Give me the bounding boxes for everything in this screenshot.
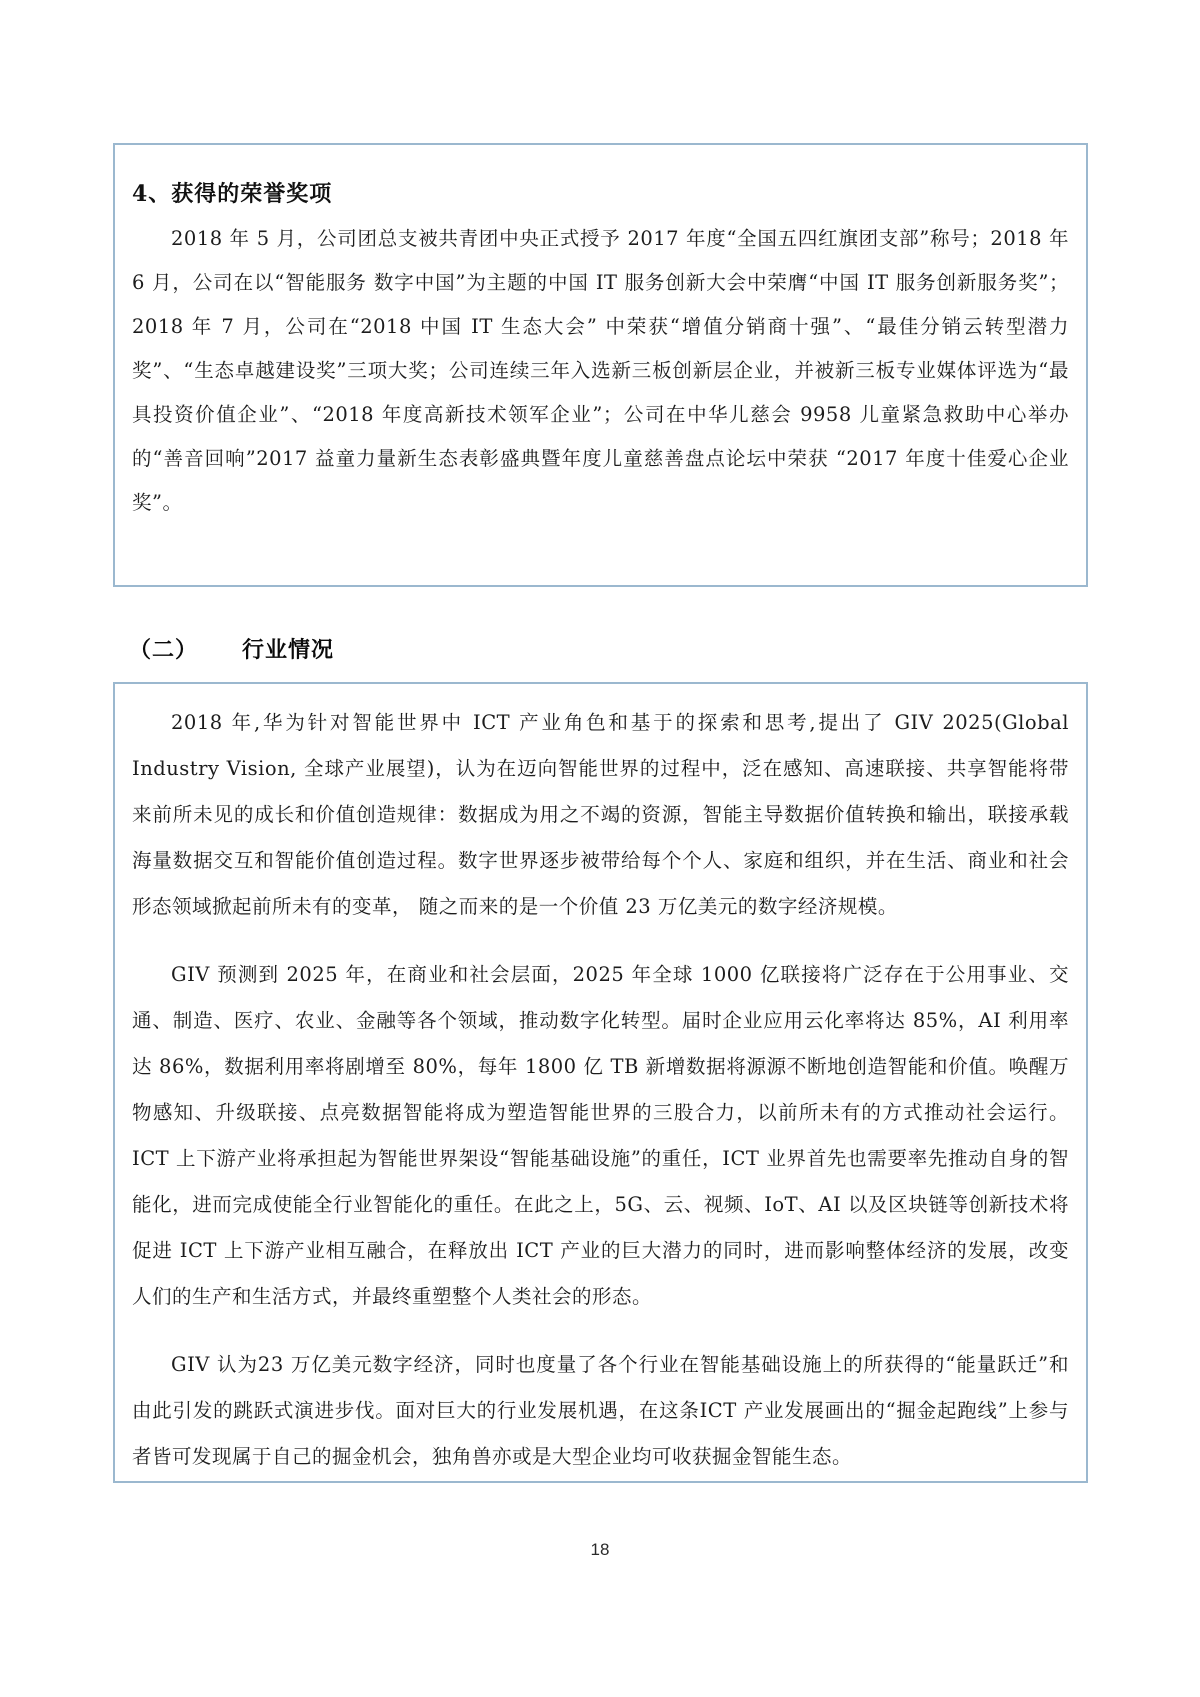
industry-section-heading (129, 633, 334, 664)
industry-paragraph-3: GIV 认为23 万亿美元数字经济，同时也度量了各个行业在智能基础设施上的所获得的“能量跃迁”和由此引发的跳跃式演进步伐。面对巨大的行业发展机遇，在这条ICT 产业发展画出的“掘金起跑线”上参与者皆可发现属于自己的掘金机会，独角兽亦或是大型企业均可收获掘金智能生态。 (132, 1353, 1069, 1468)
industry-paragraph-2: GIV 预测到 2025 年，在商业和社会层面，2025 年全球 1000 亿联接将广泛存在于公用事业、交通、制造、医疗、农业、金融等各个领域，推动数字化转型。届时企业应用云化率将达 85%，AI 利用率达 86%，数据利用率将剧增至 80%，每年 1800 亿 TB 新增数据将源源不断地创造智能和价值。唤醒万物感知、升级联接、点亮数据智能将成为塑造智能世界的三股合力，以前所未有的方式推动社会运行。ICT 上下游产业将承担起为智能世界架设“智能基础设施”的重任，ICT 业界首先也需要率先推动自身的智能化，进而完成使能全行业智能化的重任。在此之上，5G、云、视频、IoT、AI 以及区块链等创新技术将促进 ICT 上下游产业相互融合，在释放出 ICT 产业的巨大潜力的同时，进而影响整体经济的发展，改变人们的生产和生活方式，并最终重塑整个人类社会的形态。 (132, 963, 1069, 1308)
industry-paragraph-1: 2018 年,华为针对智能世界中 ICT 产业角色和基于的探索和思考,提出了 GIV 2025(Global Industry Vision, 全球产业展望)，认为在迈向智能世界的过程中，泛在感知、高速联接、共享智能将带来前所未见的成长和价值创造规律：数据成为用之不竭的资源，智能主导数据价值转换和输出，联接承载海量数据交互和智能价值创造过程。数字世界逐步被带给每个个人、家庭和组织，并在生活、商业和社会形态领域掀起前所未有的变革， 随之而来的是一个价值 23 万亿美元的数字经济规模。 (132, 711, 1069, 918)
page-number: 18 (590, 1540, 610, 1559)
section-heading-number: （二） (129, 637, 199, 662)
honors-paragraph: 2018 年 5 月，公司团总支被共青团中央正式授予 2017 年度“全国五四红旗团支部”称号；2018 年 6 月，公司在以“智能服务 数字中国”为主题的中国 IT 服务创新大会中荣膺“中国 IT 服务创新服务奖”；2018 年 7 月，公司在“2018 中国 IT 生态大会” 中荣获“增值分销商十强”、“最佳分销云转型潜力奖”、“生态卓越建设奖”三项大奖；公司连续三年入选新三板创新层企业，并被新三板专业媒体评选为“最具投资价值企业”、“2018 年度高新技术领军企业”；公司在中华儿慈会 9958 儿童紧急救助中心举办的“善音回响”2017 益童力量新生态表彰盛典暨年度儿童慈善盘点论坛中荣获 “2017 年度十佳爱心企业奖”。 (132, 227, 1069, 514)
section-heading-title: 行业情况 (242, 637, 335, 662)
industry-section-box (113, 682, 1088, 1483)
honors-section-box (113, 143, 1088, 587)
honors-section-title: 4、获得的荣誉奖项 (132, 181, 333, 207)
